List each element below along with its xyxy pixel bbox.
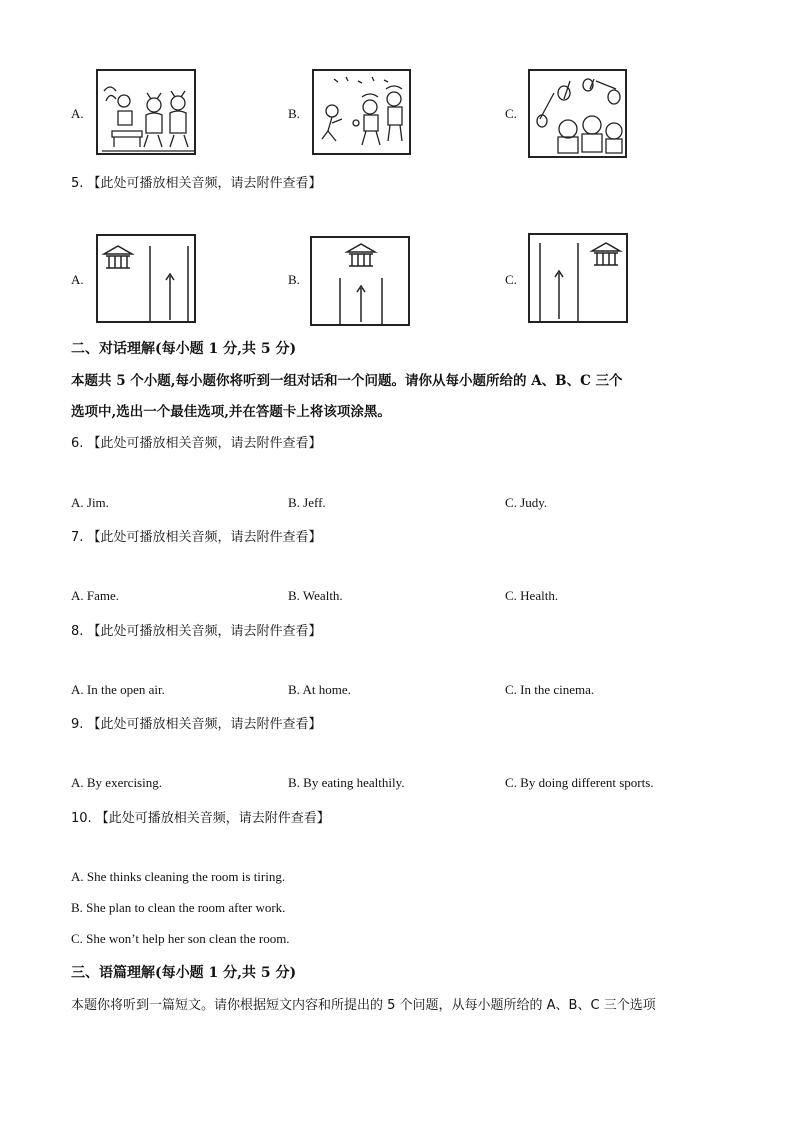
q5-option-a-label[interactable]: A. [71, 272, 84, 287]
q10-option-b[interactable]: B. She plan to clean the room after work. [71, 900, 286, 915]
q7-option-a[interactable]: A. Fame. [71, 588, 120, 603]
q7-prompt: 7. 【此处可播放相关音频，请去附件查看】 [71, 530, 322, 545]
section2-instruction-line2: 选项中,选出一个最佳选项,并在答题卡上将该项涂黑。 [71, 404, 391, 420]
q9-option-b[interactable]: B. By eating healthily. [288, 775, 405, 790]
q6-option-c[interactable]: C. Judy. [505, 495, 548, 510]
q9-prompt: 9. 【此处可播放相关音频，请去附件查看】 [71, 717, 322, 732]
q4-option-c-label[interactable]: C. [505, 106, 517, 121]
q9-option-c[interactable]: C. By doing different sports. [505, 775, 654, 790]
children-playing-drawing-icon[interactable] [312, 69, 411, 155]
q8-option-a[interactable]: A. In the open air. [71, 682, 165, 697]
building-right-road-drawing-icon[interactable] [528, 233, 628, 323]
q6-prompt: 6. 【此处可播放相关音频，请去附件查看】 [71, 436, 322, 451]
q8-prompt: 8. 【此处可播放相关音频，请去附件查看】 [71, 624, 322, 639]
q10-prompt: 10. 【此处可播放相关音频，请去附件查看】 [71, 811, 330, 826]
q8-option-c[interactable]: C. In the cinema. [505, 682, 595, 697]
building-ahead-road-drawing-icon[interactable] [310, 236, 410, 326]
q5-option-b-label[interactable]: B. [288, 272, 300, 287]
building-left-road-drawing-icon[interactable] [96, 234, 196, 323]
q7-option-b[interactable]: B. Wealth. [288, 588, 343, 603]
section2-title: 二、对话理解(每小题 1 分,共 5 分) [71, 341, 297, 357]
people-with-table-drawing-icon[interactable] [96, 69, 196, 155]
q6-option-b[interactable]: B. Jeff. [288, 495, 326, 510]
q4-option-b-label[interactable]: B. [288, 106, 300, 121]
q9-option-a[interactable]: A. By exercising. [71, 775, 162, 790]
q10-option-a[interactable]: A. She thinks cleaning the room is tiring. [71, 869, 286, 884]
q4-option-a-label[interactable]: A. [71, 106, 84, 121]
q10-option-c[interactable]: C. She won’t help her son clean the room. [71, 931, 290, 946]
section3-title: 三、语篇理解(每小题 1 分,共 5 分) [71, 965, 297, 981]
q5-prompt: 5. 【此处可播放相关音频，请去附件查看】 [71, 176, 322, 191]
q7-option-c[interactable]: C. Health. [505, 588, 559, 603]
section2-instruction-line1: 本题共 5 个小题,每小题你将听到一组对话和一个问题。请你从每小题所给的 A、B、C 三个 [71, 373, 623, 389]
section3-instruction-line1: 本题你将听到一篇短文。请你根据短文内容和所提出的 5 个问题，从每小题所给的 A、B、C 三个选项 [71, 998, 656, 1013]
q8-option-b[interactable]: B. At home. [288, 682, 351, 697]
q6-option-a[interactable]: A. Jim. [71, 495, 109, 510]
lanterns-festival-drawing-icon[interactable] [528, 69, 627, 158]
q5-option-c-label[interactable]: C. [505, 272, 517, 287]
